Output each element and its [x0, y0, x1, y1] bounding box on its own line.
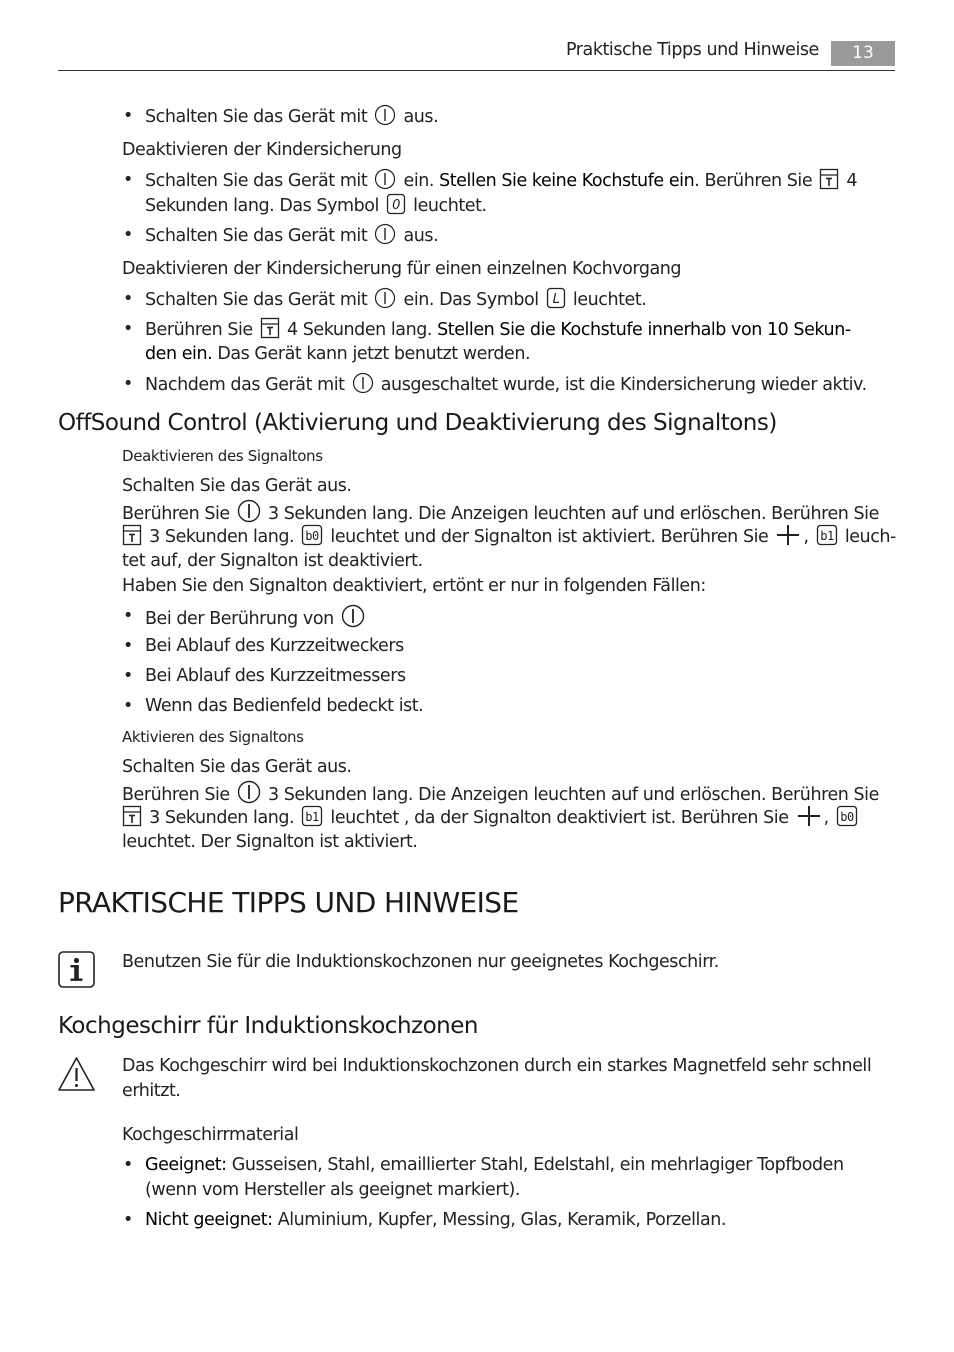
paragraph-line: Berühren Sie 3 Sekunden lang. Die Anzeigen leuchten auf und erlöschen. Berühren Sie	[122, 780, 879, 808]
list-item: • Wenn das Bedienfeld bedeckt ist.	[145, 694, 423, 719]
paragraph-line: 3 Sekunden lang. b0 leuchtet und der Signalton ist aktiviert. Berühren Sie , b1 leuch-	[122, 524, 896, 550]
list-item-continued: Sekunden lang. Das Symbol 0 leuchtet.	[145, 193, 487, 219]
lock-icon	[122, 524, 142, 546]
display-b0-icon	[301, 524, 323, 546]
paragraph-line: Berühren Sie 3 Sekunden lang. Die Anzeigen leuchten auf und erlöschen. Berühren Sie	[122, 499, 879, 527]
list-item: • Schalten Sie das Gerät mit ein. Das Symbol L leuchtet.	[145, 287, 646, 313]
paragraph-line: tet auf, der Signalton ist deaktiviert.	[122, 551, 423, 571]
subheading: Deaktivieren der Kindersicherung für einen einzelnen Kochvorgang	[122, 259, 682, 279]
paragraph-line: leuchtet. Der Signalton ist aktiviert.	[122, 832, 418, 852]
power-icon	[237, 780, 261, 804]
subheading: Kochgeschirrmaterial	[122, 1125, 299, 1145]
list-item: • Nicht geeignet: Aluminium, Kupfer, Messing, Glas, Keramik, Porzellan.	[145, 1208, 726, 1233]
section-heading: OffSound Control (Aktivierung und Deaktivierung des Signaltons)	[58, 410, 777, 436]
display-0-icon	[386, 193, 406, 215]
list-item: • Schalten Sie das Gerät mit ein. Stellen Sie keine Kochstufe ein. Berühren Sie 4	[145, 168, 857, 194]
display-b1-icon	[816, 524, 838, 546]
header-title: Praktische Tipps und Hinweise	[566, 40, 819, 60]
label: Deaktivieren des Signaltons	[122, 447, 323, 465]
section-heading: Kochgeschirr für Induktionskochzonen	[58, 1013, 478, 1039]
header-divider	[58, 70, 895, 71]
plus-icon	[796, 805, 822, 827]
list-item: • Geeignet: Gusseisen, Stahl, emaillierter Stahl, Edelstahl, ein mehrlagiger Topfboden	[145, 1153, 844, 1178]
svg-text:0: 0	[392, 198, 400, 213]
subheading: Deaktivieren der Kindersicherung	[122, 140, 402, 160]
paragraph-line: Haben Sie den Signalton deaktiviert, ertönt er nur in folgenden Fällen:	[122, 576, 706, 596]
list-item: • Bei der Berührung von	[145, 604, 367, 632]
power-icon	[374, 104, 396, 126]
power-icon	[341, 604, 365, 628]
power-icon	[374, 223, 396, 245]
label: Aktivieren des Signaltons	[122, 728, 304, 746]
list-item: • Bei Ablauf des Kurzzeitweckers	[145, 634, 404, 659]
svg-text:b1: b1	[305, 810, 320, 824]
svg-text:L: L	[552, 292, 560, 307]
warning-text-continued: erhitzt.	[122, 1081, 181, 1101]
list-item: • Nachdem das Gerät mit ausgeschaltet wurde, ist die Kindersicherung wieder aktiv.	[145, 372, 867, 398]
power-icon	[374, 287, 396, 309]
warning-text: Das Kochgeschirr wird bei Induktionskochzonen durch ein starkes Magnetfeld sehr schnell	[122, 1056, 872, 1076]
list-item: • Schalten Sie das Gerät mit aus.	[145, 223, 438, 249]
lock-icon	[260, 317, 280, 339]
display-b1-icon	[301, 805, 323, 827]
list-item: • Schalten Sie das Gerät mit aus.	[145, 104, 438, 130]
info-text: Benutzen Sie für die Induktionskochzonen nur geeignetes Kochgeschirr.	[122, 952, 719, 972]
paragraph-line: Schalten Sie das Gerät aus.	[122, 757, 352, 777]
list-item-continued: (wenn vom Hersteller als geeignet markiert).	[145, 1180, 520, 1200]
list-item: • Berühren Sie 4 Sekunden lang. Stellen Sie die Kochstufe innerhalb von 10 Sekun-	[145, 317, 851, 343]
plus-icon	[775, 524, 801, 546]
paragraph-line: 3 Sekunden lang. b1 leuchtet , da der Signalton deaktiviert ist. Berühren Sie , b0	[122, 805, 860, 831]
list-item-continued: den ein. Das Gerät kann jetzt benutzt werden.	[145, 344, 531, 364]
info-icon	[58, 951, 95, 988]
lock-icon	[122, 805, 142, 827]
display-b0-icon	[836, 805, 858, 827]
list-item: • Bei Ablauf des Kurzzeitmessers	[145, 664, 406, 689]
svg-text:b0: b0	[305, 529, 320, 543]
power-icon	[374, 168, 396, 190]
display-L-icon	[546, 287, 566, 309]
power-icon	[352, 372, 374, 394]
paragraph-line: Schalten Sie das Gerät aus.	[122, 476, 352, 496]
page-number: 13	[831, 41, 895, 66]
power-icon	[237, 499, 261, 523]
warning-icon	[57, 1056, 96, 1092]
page-section-title: PRAKTISCHE TIPPS UND HINWEISE	[58, 886, 519, 919]
svg-text:b0: b0	[840, 810, 854, 824]
lock-icon	[819, 168, 839, 190]
svg-text:b1: b1	[819, 529, 834, 543]
